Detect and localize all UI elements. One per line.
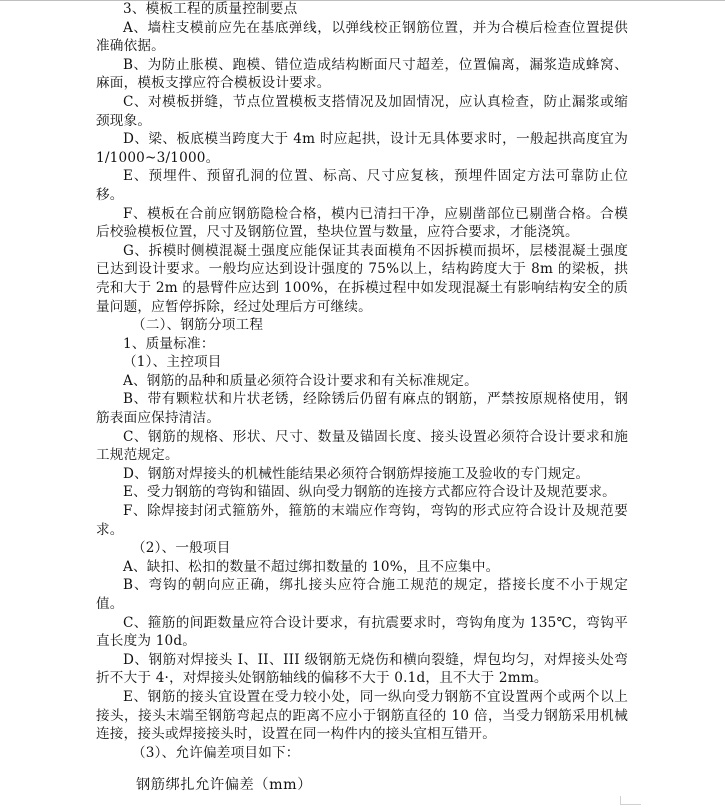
paragraph: （3）、允许偏差项目如下： <box>132 744 300 761</box>
page-corner-mark <box>620 796 641 805</box>
paragraph: E、受力钢筋的弯钩和锚固、纵向受力钢筋的连接方式都应符合设计及规范要求。 <box>123 484 616 501</box>
paragraph: G、拆模时侧模混凝土强度应能保证其表面模角不因拆模而损坏，层楼混凝土强度已达到设计要求。一般均应达到设计强度的 75%以上，结构跨度大于 8m 的梁板，拱壳和大于 2m 的悬臂件应达到 100%，在拆模过程中如发现混凝土有影响结构安全的质量问题，应暂停拆除，经过处理后方可继续。 <box>96 242 628 315</box>
paragraph: F、除焊接封闭式箍筋外，箍筋的末端应作弯钩，弯钩的形式应符合设计及规范要求。 <box>96 503 628 538</box>
paragraph: C、箍筋的间距数量应符合设计要求，有抗震要求时，弯钩角度为 135℃，弯钩平直长度为 10d。 <box>96 614 628 650</box>
paragraph: E、预埋件、预留孔洞的位置、标高、尺寸应复核，预埋件固定方法可靠防止位移。 <box>96 168 628 203</box>
paragraph: A、墙柱支模前应先在基底弹线，以弹线校正钢筋位置，并为合模后检查位置提供准确依据。 <box>96 19 628 55</box>
paragraph: B、为防止胀模、跑模、错位造成结构断面尺寸超差，位置偏离，漏浆造成蜂窝、麻面，模板支撑应符合模板设计要求。 <box>96 56 628 92</box>
paragraph: B、带有颗粒状和片状老锈，经除锈后仍留有麻点的钢筋，严禁按原规格使用，钢筋表面应保持清洁。 <box>96 391 628 427</box>
paragraph: 1、质量标准： <box>123 335 215 352</box>
document-body <box>96 0 628 795</box>
paragraph: C、钢筋的规格、形状、尺寸、数量及锚固长度、接头设置必须符合设计要求和施工规范规定。 <box>96 428 628 464</box>
paragraph: A、钢筋的品种和质量必须符合设计要求和有关标准规定。 <box>123 372 478 389</box>
paragraph-list <box>96 0 628 762</box>
paragraph: （二）、钢筋分项工程 <box>132 317 264 334</box>
paragraph: B、弯钩的朝向应正确，绑扎接头应符合施工规范的规定，搭接长度不小于规定值。 <box>96 577 628 612</box>
paragraph: （1）、主控项目 <box>123 354 222 371</box>
paragraph: E、钢筋的接头宜设置在受力较小处，同一纵向受力钢筋不宜设置两个或两个以上接头，接头末端至钢筋弯起点的距离不应小于钢筋直径的 10 倍，当受力钢筋采用机械连接，接头或焊接接头时，设置在同一构件内的接头宜相互错开。 <box>96 688 628 743</box>
paragraph: D、梁、板底模当跨度大于 4m 时应起拱，设计无具体要求时，一般起拱高度宜为 1/1000~3/1000。 <box>96 131 628 166</box>
paragraph: F、模板在合前应钢筋隐检合格，模内已清扫干净，应剔凿部位已剔凿合格。合模后校验模板位置，尺寸及钢筋位置，垫块位置与数量，应符合要求，才能浇筑。 <box>96 205 628 241</box>
paragraph: D、钢筋对焊接头的机械性能结果必须符合钢筋焊接施工及验收的专门规定。 <box>123 465 590 482</box>
paragraph: A、缺扣、松扣的数量不超过绑扣数量的 10%，且不应集中。 <box>123 558 500 575</box>
paragraph: D、钢筋对焊接头 I、II、III 级钢筋无烧伤和横向裂缝，焊包均匀，对焊接头处弯折不大于 4·，对焊接头处钢筋轴线的偏移不大于 0.1d，且不大于 2mm。 <box>96 651 628 687</box>
paragraph: C、对模板拼缝，节点位置模板支搭情况及加固情况，应认真检查，防止漏浆或缩颈现象。 <box>96 93 628 129</box>
paragraph: （2）、一般项目 <box>132 540 231 557</box>
paragraph: 3、模板工程的质量控制要点 <box>123 1 298 17</box>
table-caption: 钢筋绑扎允许偏差（mm） <box>136 777 312 794</box>
